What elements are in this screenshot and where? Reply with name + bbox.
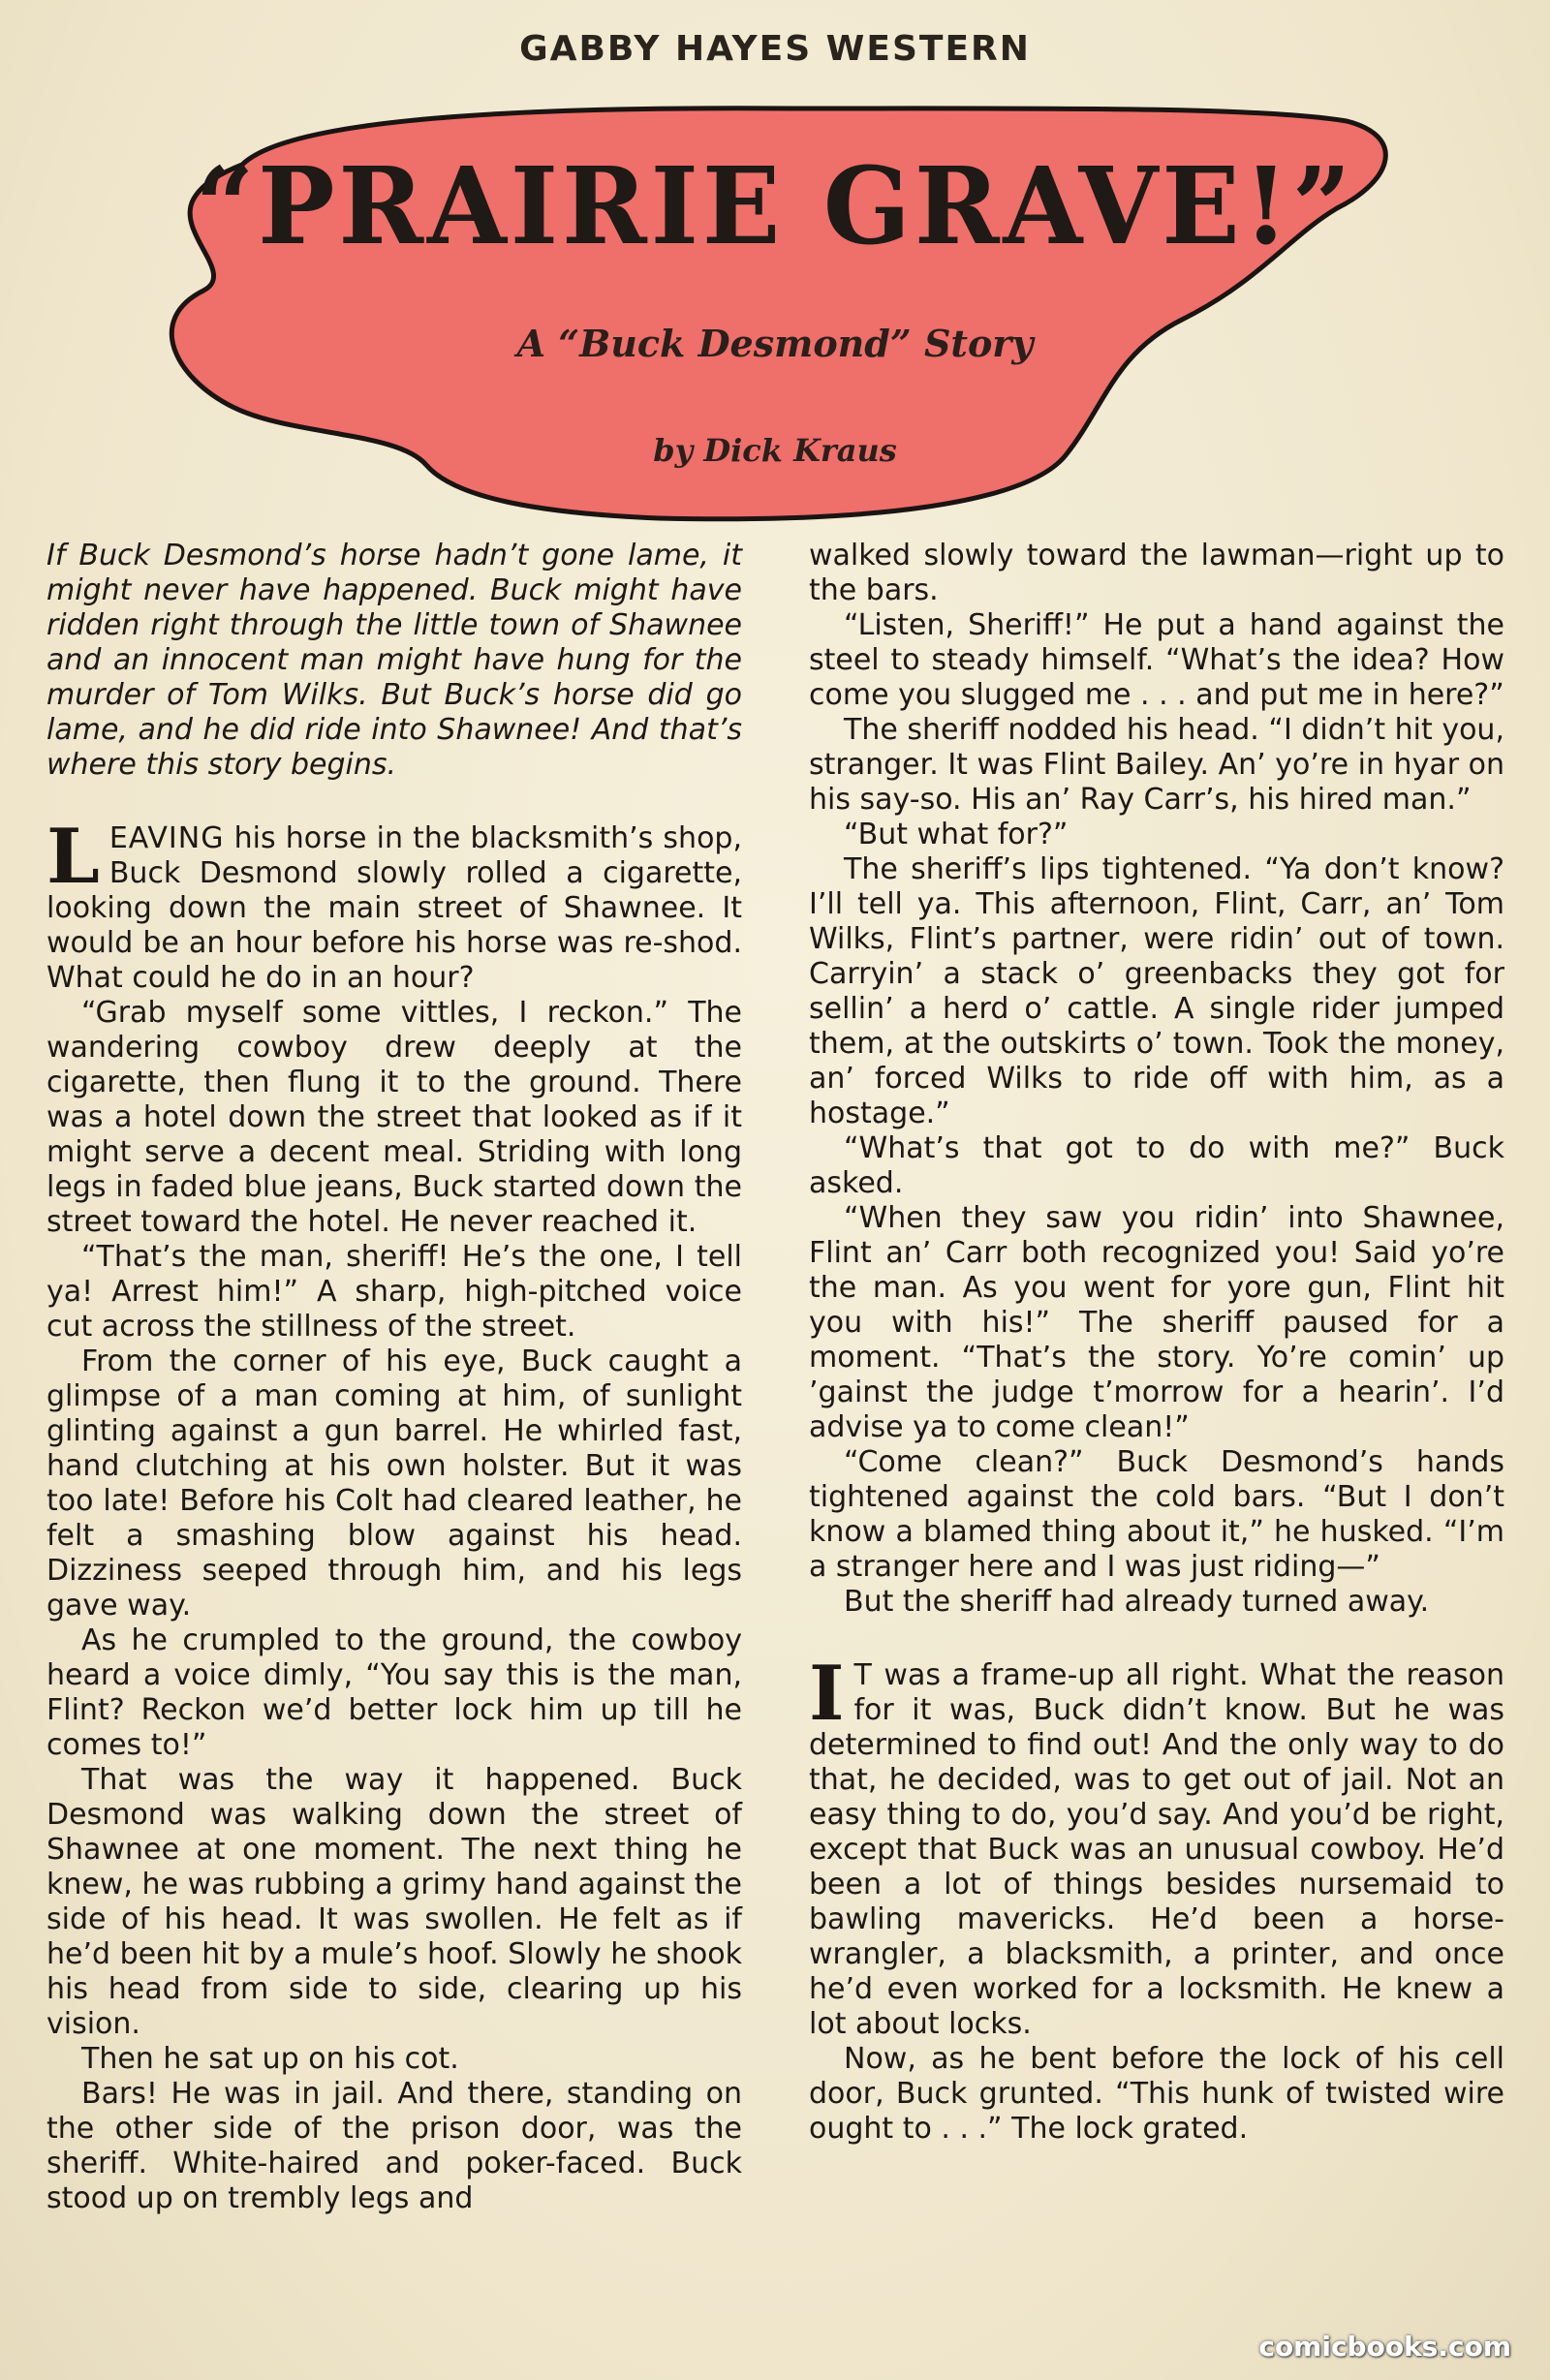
section-opening-paragraph xyxy=(809,1650,1504,2042)
continued-paragraph: walked slowly toward the lawman—right up to the bars. xyxy=(809,539,1504,607)
body-paragraph: From the corner of his eye, Buck caught a glimpse of a man coming at him, of sunlight glinting against a gun barrel. He whirled fast, hand clutching at his own holster. But it was too late! Before his Colt had cleared leather, he felt a smashing blow against his head. Dizziness seeped through him, and his legs gave way. xyxy=(46,1345,742,1623)
lead-caps: T xyxy=(853,1658,873,1692)
story-byline: by Dick Kraus xyxy=(653,432,897,469)
lead-text: his horse in the blacksmith’s shop, Buck Desmond slowly rolled a cigarette, looking down the main street of Shawnee. It would be an hour before his horse was re-shod. What could he do in an hour? xyxy=(46,821,742,995)
body-paragraph: But the sheriff had already turned away. xyxy=(844,1585,1430,1619)
body-paragraph: Then he sat up on his cot. xyxy=(81,2042,459,2076)
right-column xyxy=(809,539,1504,2147)
body-paragraph: “But what for?” xyxy=(844,818,1069,851)
body-paragraph: The sheriff nodded his head. “I didn’t hit you, stranger. It was Flint Bailey. An’ yo’re in hyar on his say-so. His an’ Ray Carr’s, his hired man.” xyxy=(809,713,1504,817)
body-paragraph: “When they saw you ridin’ into Shawnee, Flint an’ Carr both recognized you! Said yo’re the man. As you went for yore gun, Flint hit you with his!” The sheriff paused for a moment. “That’s the story. Yo’re comin’ up ’gainst the judge t’morrow for a hearin’. I’d advise ya to come clean!” xyxy=(809,1201,1504,1444)
lead-text: was a frame-up all right. What the reason for it was, Buck didn’t know. But he was determined to find out! And the only way to do that, he decided, was to get out of jail. Not an easy thing to do, you’d say. And you’d be right, except that Buck was an unusual cowboy. He’d been a lot of things besides nursemaid to bawling mavericks. He’d been a horse-wrangler, a blacksmith, a printer, and once he’d even worked for a locksmith. He knew a lot about locks. xyxy=(809,1658,1504,2041)
site-watermark[interactable]: comicbooks.com xyxy=(1258,2331,1511,2363)
left-column xyxy=(46,539,742,2216)
running-head: GABBY HAYES WESTERN xyxy=(519,29,1031,69)
opening-paragraph xyxy=(46,813,742,996)
body-paragraph: “That’s the man, sheriff! He’s the one, I tell ya! Arrest him!” A sharp, high-pitched voice cut across the stillness of the street. xyxy=(46,1240,742,1344)
body-paragraph: “Come clean?” Buck Desmond’s hands tightened against the cold bars. “But I don’t know a blamed thing about it,” he husked. “I’m a stranger here and I was just riding—” xyxy=(809,1445,1504,1584)
story-subtitle: A “Buck Desmond” Story xyxy=(516,322,1034,365)
body-paragraph: Now, as he bent before the lock of his cell door, Buck grunted. “This hunk of twisted wire ought to . . .” The lock grated. xyxy=(809,2042,1504,2146)
drop-cap-l: L xyxy=(46,813,100,901)
body-paragraph: As he crumpled to the ground, the cowboy heard a voice dimly, “You say this is the man, Flint? Reckon we’d better lock him up till he comes to!” xyxy=(46,1623,742,1762)
body-paragraph: “Grab myself some vittles, I reckon.” The wandering cowboy drew deeply at the cigarette, then flung it to the ground. There was a hotel down the street that looked as if it might serve a decent meal. Striding with long legs in faded blue jeans, Buck started down the street toward the hotel. He never reached it. xyxy=(46,996,742,1239)
body-paragraph: That was the way it happened. Buck Desmond was walking down the street of Shawnee at one moment. The next thing he knew, he was rubbing a grimy hand against the side of his head. It was swollen. He felt as if he’d been hit by a mule’s hoof. Slowly he shook his head from side to side, clearing up his vision. xyxy=(46,1763,742,2041)
body-paragraph: Bars! He was in jail. And there, standing on the other side of the prison door, was the sheriff. White-haired and poker-faced. Buck stood up on trembly legs and xyxy=(46,2077,742,2215)
intro-paragraph: If Buck Desmond’s horse hadn’t gone lame, it might never have happened. Buck might have ridden right through the little town of Shawnee and an innocent man might have hung for the murder of Tom Wilks. But Buck’s horse did go lame, and he did ride into Shawnee! And that’s where this story begins. xyxy=(46,539,742,782)
drop-cap-i: I xyxy=(809,1650,845,1738)
story-title: “PRAIRIE GRAVE!” xyxy=(195,143,1355,268)
body-paragraph: “What’s that got to do with me?” Buck asked. xyxy=(809,1131,1504,1200)
lead-caps: EAVING xyxy=(108,821,225,855)
body-paragraph: The sheriff’s lips tightened. “Ya don’t know? I’ll tell ya. This afternoon, Flint, Carr, an’ Tom Wilks, Flint’s partner, were ridin’ out of town. Carryin’ a stack o’ greenbacks they got for sellin’ a herd o’ cattle. A single rider jumped them, at the outskirts o’ town. Took the money, an’ forced Wilks to ride off with him, as a hostage.” xyxy=(809,852,1504,1130)
body-paragraph: “Listen, Sheriff!” He put a hand against the steel to steady himself. “What’s the idea? How come you slugged me . . . and put me in here?” xyxy=(809,608,1504,712)
